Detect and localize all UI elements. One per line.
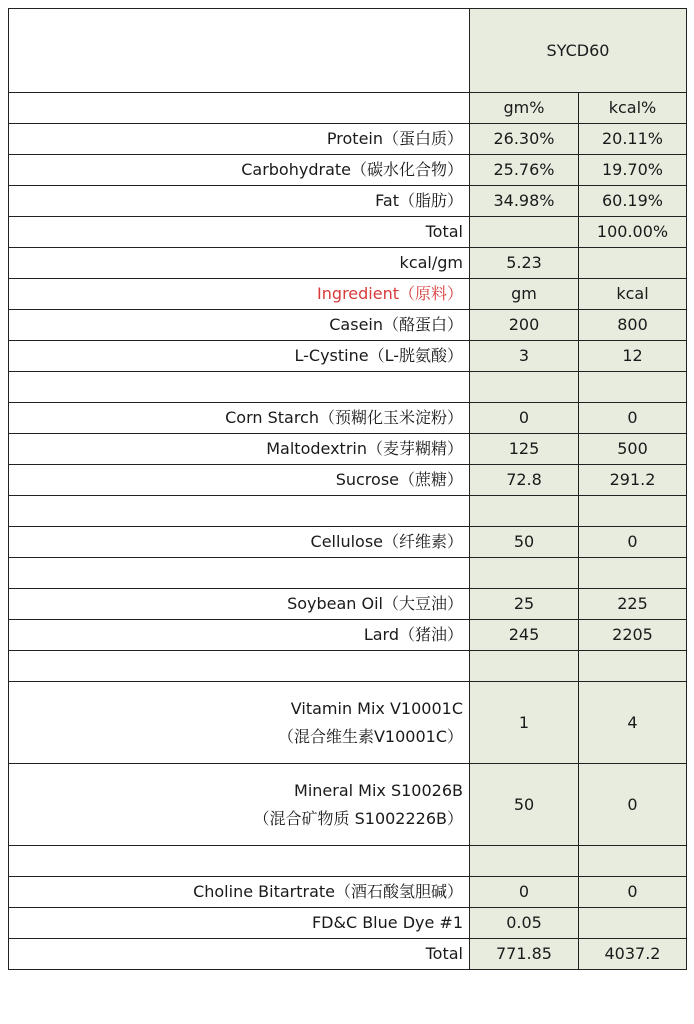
spacer-row-label [9, 558, 470, 589]
macro-label-total: Total [9, 217, 470, 248]
ingredient-gm-mineral-mix: 50 [470, 764, 579, 846]
ingredient-kcal-corn-starch: 0 [579, 403, 687, 434]
ingredient-kcal-blue-dye [579, 908, 687, 939]
vitamin-mix-name: Vitamin Mix V10001C [290, 698, 463, 718]
ingredient-gm-casein: 200 [470, 310, 579, 341]
ingredient-gm-blue-dye: 0.05 [470, 908, 579, 939]
ingredient-kcal-mineral-mix: 0 [579, 764, 687, 846]
macro-gm-carbohydrate: 25.76% [470, 155, 579, 186]
spacer-row-label [9, 496, 470, 527]
macro-gm-total [470, 217, 579, 248]
ingredient-label-vitamin-mix [9, 682, 470, 764]
ingredient-label-corn-starch: Corn Starch（预糊化玉米淀粉） [9, 403, 470, 434]
ingredient-label-lard: Lard（猪油） [9, 620, 470, 651]
ingredient-gm-vitamin-mix: 1 [470, 682, 579, 764]
macro-label-fat: Fat（脂肪） [9, 186, 470, 217]
spacer-row-gm [470, 558, 579, 589]
spacer-row-gm [470, 846, 579, 877]
ingredient-label-soybean-oil: Soybean Oil（大豆油） [9, 589, 470, 620]
ingredient-gm-soybean-oil: 25 [470, 589, 579, 620]
unit-header-label [9, 93, 470, 124]
ingredient-kcal-lard: 2205 [579, 620, 687, 651]
ingredient-label-casein: Casein（酪蛋白） [9, 310, 470, 341]
spacer-row-gm [470, 372, 579, 403]
macro-kcal-protein: 20.11% [579, 124, 687, 155]
ingredient-total-kcal: 4037.2 [579, 939, 687, 970]
spacer-row-kcal [579, 846, 687, 877]
ingredient-gm-choline-bitartrate: 0 [470, 877, 579, 908]
ingredient-total-gm: 771.85 [470, 939, 579, 970]
ingredient-kcal-maltodextrin: 500 [579, 434, 687, 465]
ingredient-kcal-cellulose: 0 [579, 527, 687, 558]
macro-kcal-total: 100.00% [579, 217, 687, 248]
energy-density-value: 5.23 [470, 248, 579, 279]
spacer-row-kcal [579, 651, 687, 682]
ingredient-header-label: Ingredient（原料） [9, 279, 470, 310]
ingredient-gm-l-cystine: 3 [470, 341, 579, 372]
ingredient-kcal-soybean-oil: 225 [579, 589, 687, 620]
ingredient-kcal-l-cystine: 12 [579, 341, 687, 372]
corner-cell [9, 9, 470, 93]
spacer-row-gm [470, 496, 579, 527]
ingredient-gm-header: gm [470, 279, 579, 310]
ingredient-label-cellulose: Cellulose（纤维素） [9, 527, 470, 558]
ingredient-total-label: Total [9, 939, 470, 970]
spacer-row-label [9, 372, 470, 403]
ingredient-gm-lard: 245 [470, 620, 579, 651]
ingredient-label-mineral-mix [9, 764, 470, 846]
spacer-row-kcal [579, 372, 687, 403]
ingredient-label-choline-bitartrate: Choline Bitartrate（酒石酸氢胆碱） [9, 877, 470, 908]
kcal-percent-header: kcal% [579, 93, 687, 124]
diet-code-header: SYCD60 [470, 9, 687, 93]
energy-density-label: kcal/gm [9, 248, 470, 279]
ingredient-kcal-sucrose: 291.2 [579, 465, 687, 496]
mineral-mix-name-cn: （混合矿物质 S1002226B） [253, 808, 463, 828]
spacer-row-label [9, 846, 470, 877]
vitamin-mix-name-cn: （混合维生素V10001C） [277, 726, 463, 746]
ingredient-gm-corn-starch: 0 [470, 403, 579, 434]
ingredient-gm-maltodextrin: 125 [470, 434, 579, 465]
ingredient-label-sucrose: Sucrose（蔗糖） [9, 465, 470, 496]
energy-density-blank [579, 248, 687, 279]
spacer-row-kcal [579, 558, 687, 589]
mineral-mix-name: Mineral Mix S10026B [294, 780, 463, 800]
macro-kcal-fat: 60.19% [579, 186, 687, 217]
ingredient-label-l-cystine: L-Cystine（L-胱氨酸） [9, 341, 470, 372]
ingredient-label-blue-dye: FD&C Blue Dye #1 [9, 908, 470, 939]
ingredient-gm-cellulose: 50 [470, 527, 579, 558]
ingredient-kcal-vitamin-mix: 4 [579, 682, 687, 764]
ingredient-gm-sucrose: 72.8 [470, 465, 579, 496]
macro-gm-fat: 34.98% [470, 186, 579, 217]
ingredient-kcal-choline-bitartrate: 0 [579, 877, 687, 908]
ingredient-kcal-header: kcal [579, 279, 687, 310]
spacer-row-kcal [579, 496, 687, 527]
diet-formula-table [8, 8, 687, 970]
macro-gm-protein: 26.30% [470, 124, 579, 155]
gm-percent-header: gm% [470, 93, 579, 124]
macro-label-protein: Protein（蛋白质） [9, 124, 470, 155]
ingredient-label-maltodextrin: Maltodextrin（麦芽糊精） [9, 434, 470, 465]
ingredient-kcal-casein: 800 [579, 310, 687, 341]
spacer-row-label [9, 651, 470, 682]
spacer-row-gm [470, 651, 579, 682]
macro-kcal-carbohydrate: 19.70% [579, 155, 687, 186]
macro-label-carbohydrate: Carbohydrate（碳水化合物） [9, 155, 470, 186]
